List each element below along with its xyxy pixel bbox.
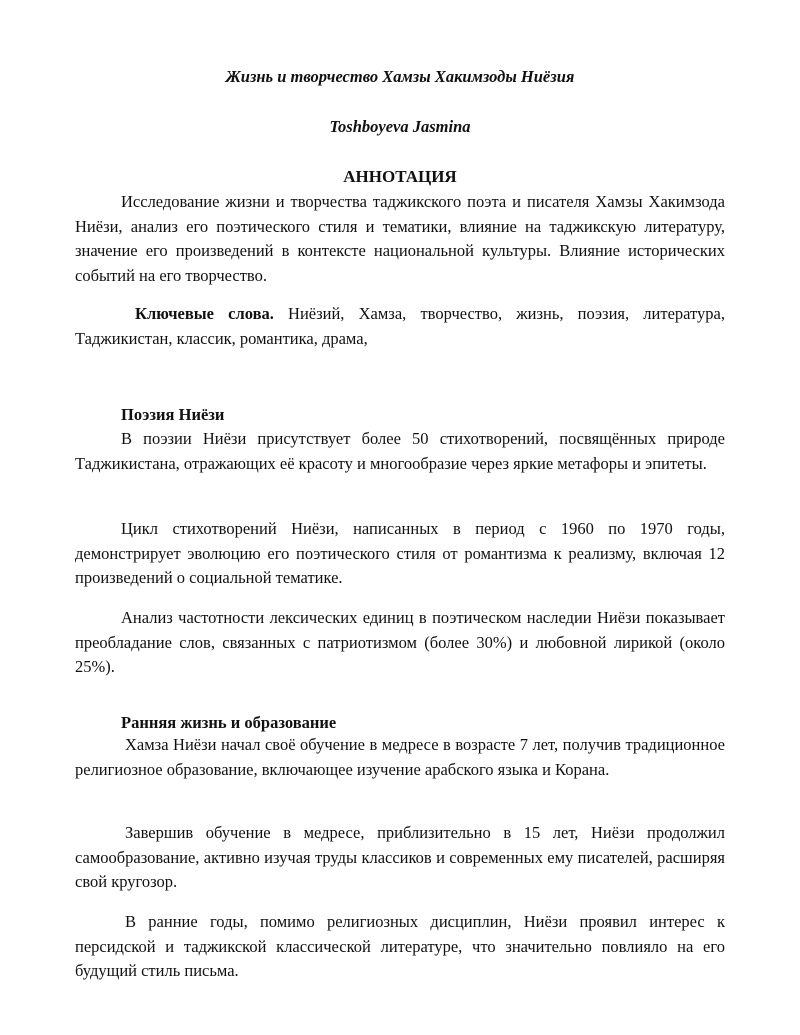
section-heading-poetry: Поэзия Ниёзи	[121, 405, 225, 424]
poetry-paragraph-1: В поэзии Ниёзи присутствует более 50 стихотворений, посвящённых природе Таджикистана, отражающих её красоту и многообразие через яркие метафоры и эпитеты.	[75, 429, 725, 473]
annotation-heading: АННОТАЦИЯ	[343, 167, 457, 186]
document-title: Жизнь и творчество Хамзы Хакимзоды Ниёзия	[225, 67, 575, 86]
keywords-label: Ключевые слова.	[135, 304, 274, 323]
keywords-paragraph	[75, 302, 725, 351]
poetry-paragraph-2: Цикл стихотворений Ниёзи, написанных в период с 1960 по 1970 годы, демонстрирует эволюцию его поэтического стиля от романтизма к реализму, включая 12 произведений о социальной тематике.	[75, 519, 725, 587]
early-life-paragraph-1: Хамза Ниёзи начал своё обучение в медресе в возрасте 7 лет, получив традиционное религиозное образование, включающее изучение арабского языка и Корана.	[75, 735, 725, 779]
poetry-paragraph-3: Анализ частотности лексических единиц в поэтическом наследии Ниёзи показывает преобладание слов, связанных с патриотизмом (более 30%) и любовной лирикой (около 25%).	[75, 608, 725, 676]
early-life-paragraph-2: Завершив обучение в медресе, приблизительно в 15 лет, Ниёзи продолжил самообразование, активно изучая труды классиков и современных ему писателей, расширяя свой кругозор.	[75, 823, 725, 891]
annotation-paragraph: Исследование жизни и творчества таджикского поэта и писателя Хамзы Хакимзода Ниёзи, анализ его поэтического стиля и тематики, влияние на таджикскую литературу, значение его произведений в контексте национальной культуры. Влияние исторических событий на его творчество.	[75, 192, 725, 285]
keywords-text: Ниёзий, Хамза, творчество, жизнь, поэзия, литература, Таджикистан, классик, романтика, драма,	[75, 304, 725, 348]
author-name: Toshboyeva Jasmina	[329, 117, 471, 136]
early-life-paragraph-3: В ранние годы, помимо религиозных дисциплин, Ниёзи проявил интерес к персидской и таджикской классической литературе, что значительно повлияло на его будущий стиль письма.	[75, 912, 725, 980]
section-heading-early-life: Ранняя жизнь и образование	[121, 713, 337, 732]
